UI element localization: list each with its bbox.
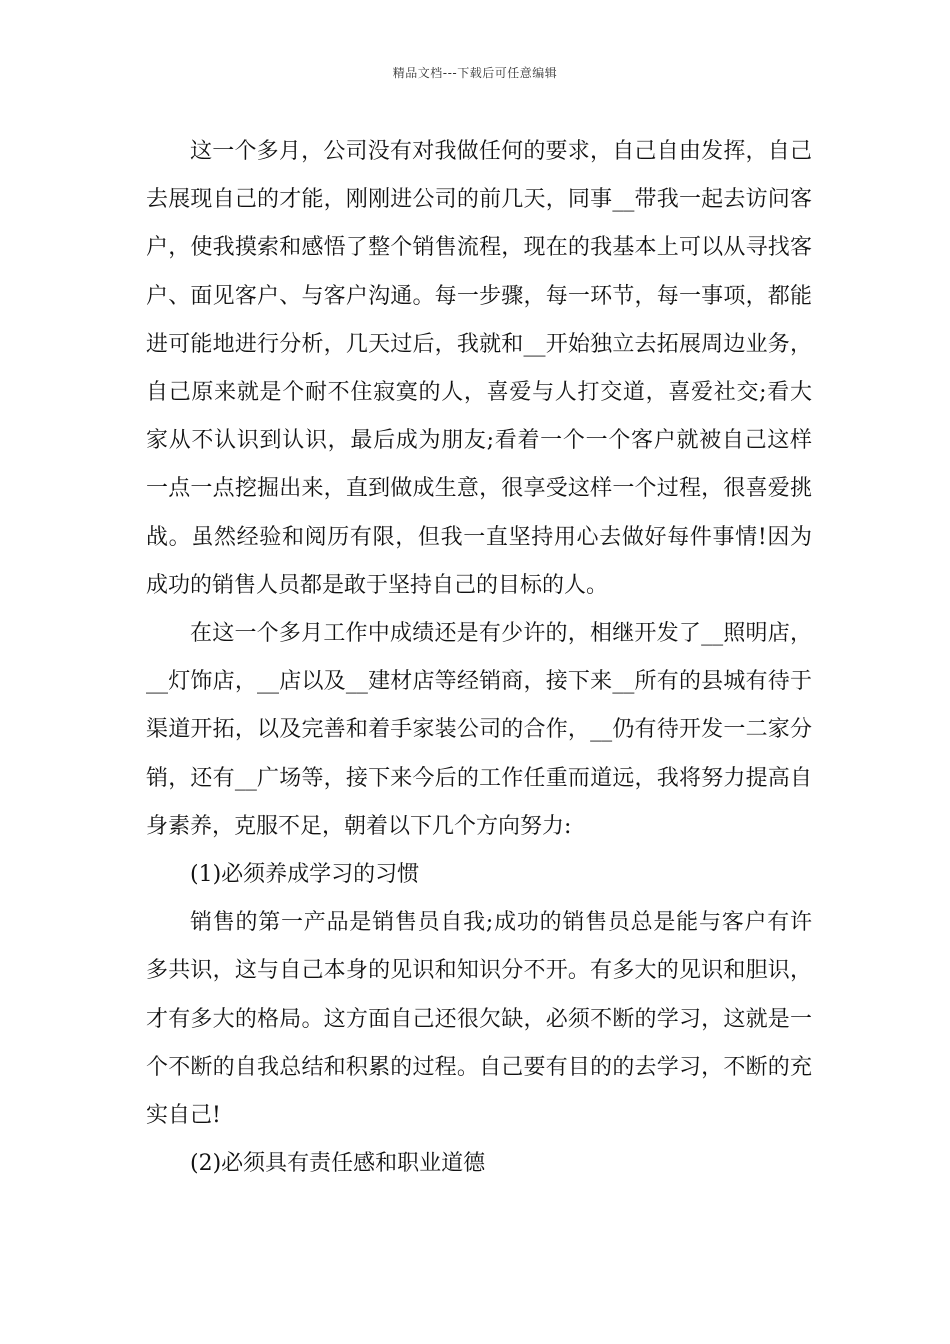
- paragraph-achievements: 在这一个多月工作中成绩还是有少许的，相继开发了__照明店，__灯饰店，__店以及__建材店等经销商，接下来__所有的县城有待于渠道开拓，以及完善和着手家装公司的合作，__仍有待开发一二家分销，还有__广场等，接下来今后的工作任重而道远，我将努力提高自身素养，克服不足，朝着以下几个方向努力:: [146, 621, 812, 839]
- document-body: [146, 128, 812, 1188]
- heading-learning-habit: (1)必须养成学习的习惯: [190, 862, 420, 888]
- paragraph-learning: 销售的第一产品是销售员自我;成功的销售员总是能与客户有许多共识，这与自己本身的见识和知识分不开。有多大的见识和胆识，才有多大的格局。这方面自己还很欠缺，必须不断的学习，这就是一个不断的自我总结和积累的过程。自己要有目的的去学习，不断的充实自己!: [146, 910, 812, 1129]
- page-header: 精品文档---下载后可任意编辑: [392, 66, 558, 80]
- paragraph-sales-experience: 这一个多月，公司没有对我做任何的要求，自己自由发挥，自己去展现自己的才能，刚刚进公司的前几天，同事__带我一起去访问客户，使我摸索和感悟了整个销售流程，现在的我基本上可以从寻找客户、面见客户、与客户沟通。每一步骤，每一环节，每一事项，都能进可能地进行分析，几天过后，我就和__开始独立去拓展周边业务，自己原来就是个耐不住寂寞的人，喜爱与人打交道，喜爱社交;看大家从不认识到认识，最后成为朋友;看着一个一个客户就被自己这样一点一点挖掘出来，直到做成生意，很享受这样一个过程，很喜爱挑战。虽然经验和阅历有限，但我一直坚持用心去做好每件事情!因为成功的销售人员都是敢于坚持自己的目标的人。: [146, 139, 812, 598]
- heading-responsibility: (2)必须具有责任感和职业道德: [190, 1151, 486, 1177]
